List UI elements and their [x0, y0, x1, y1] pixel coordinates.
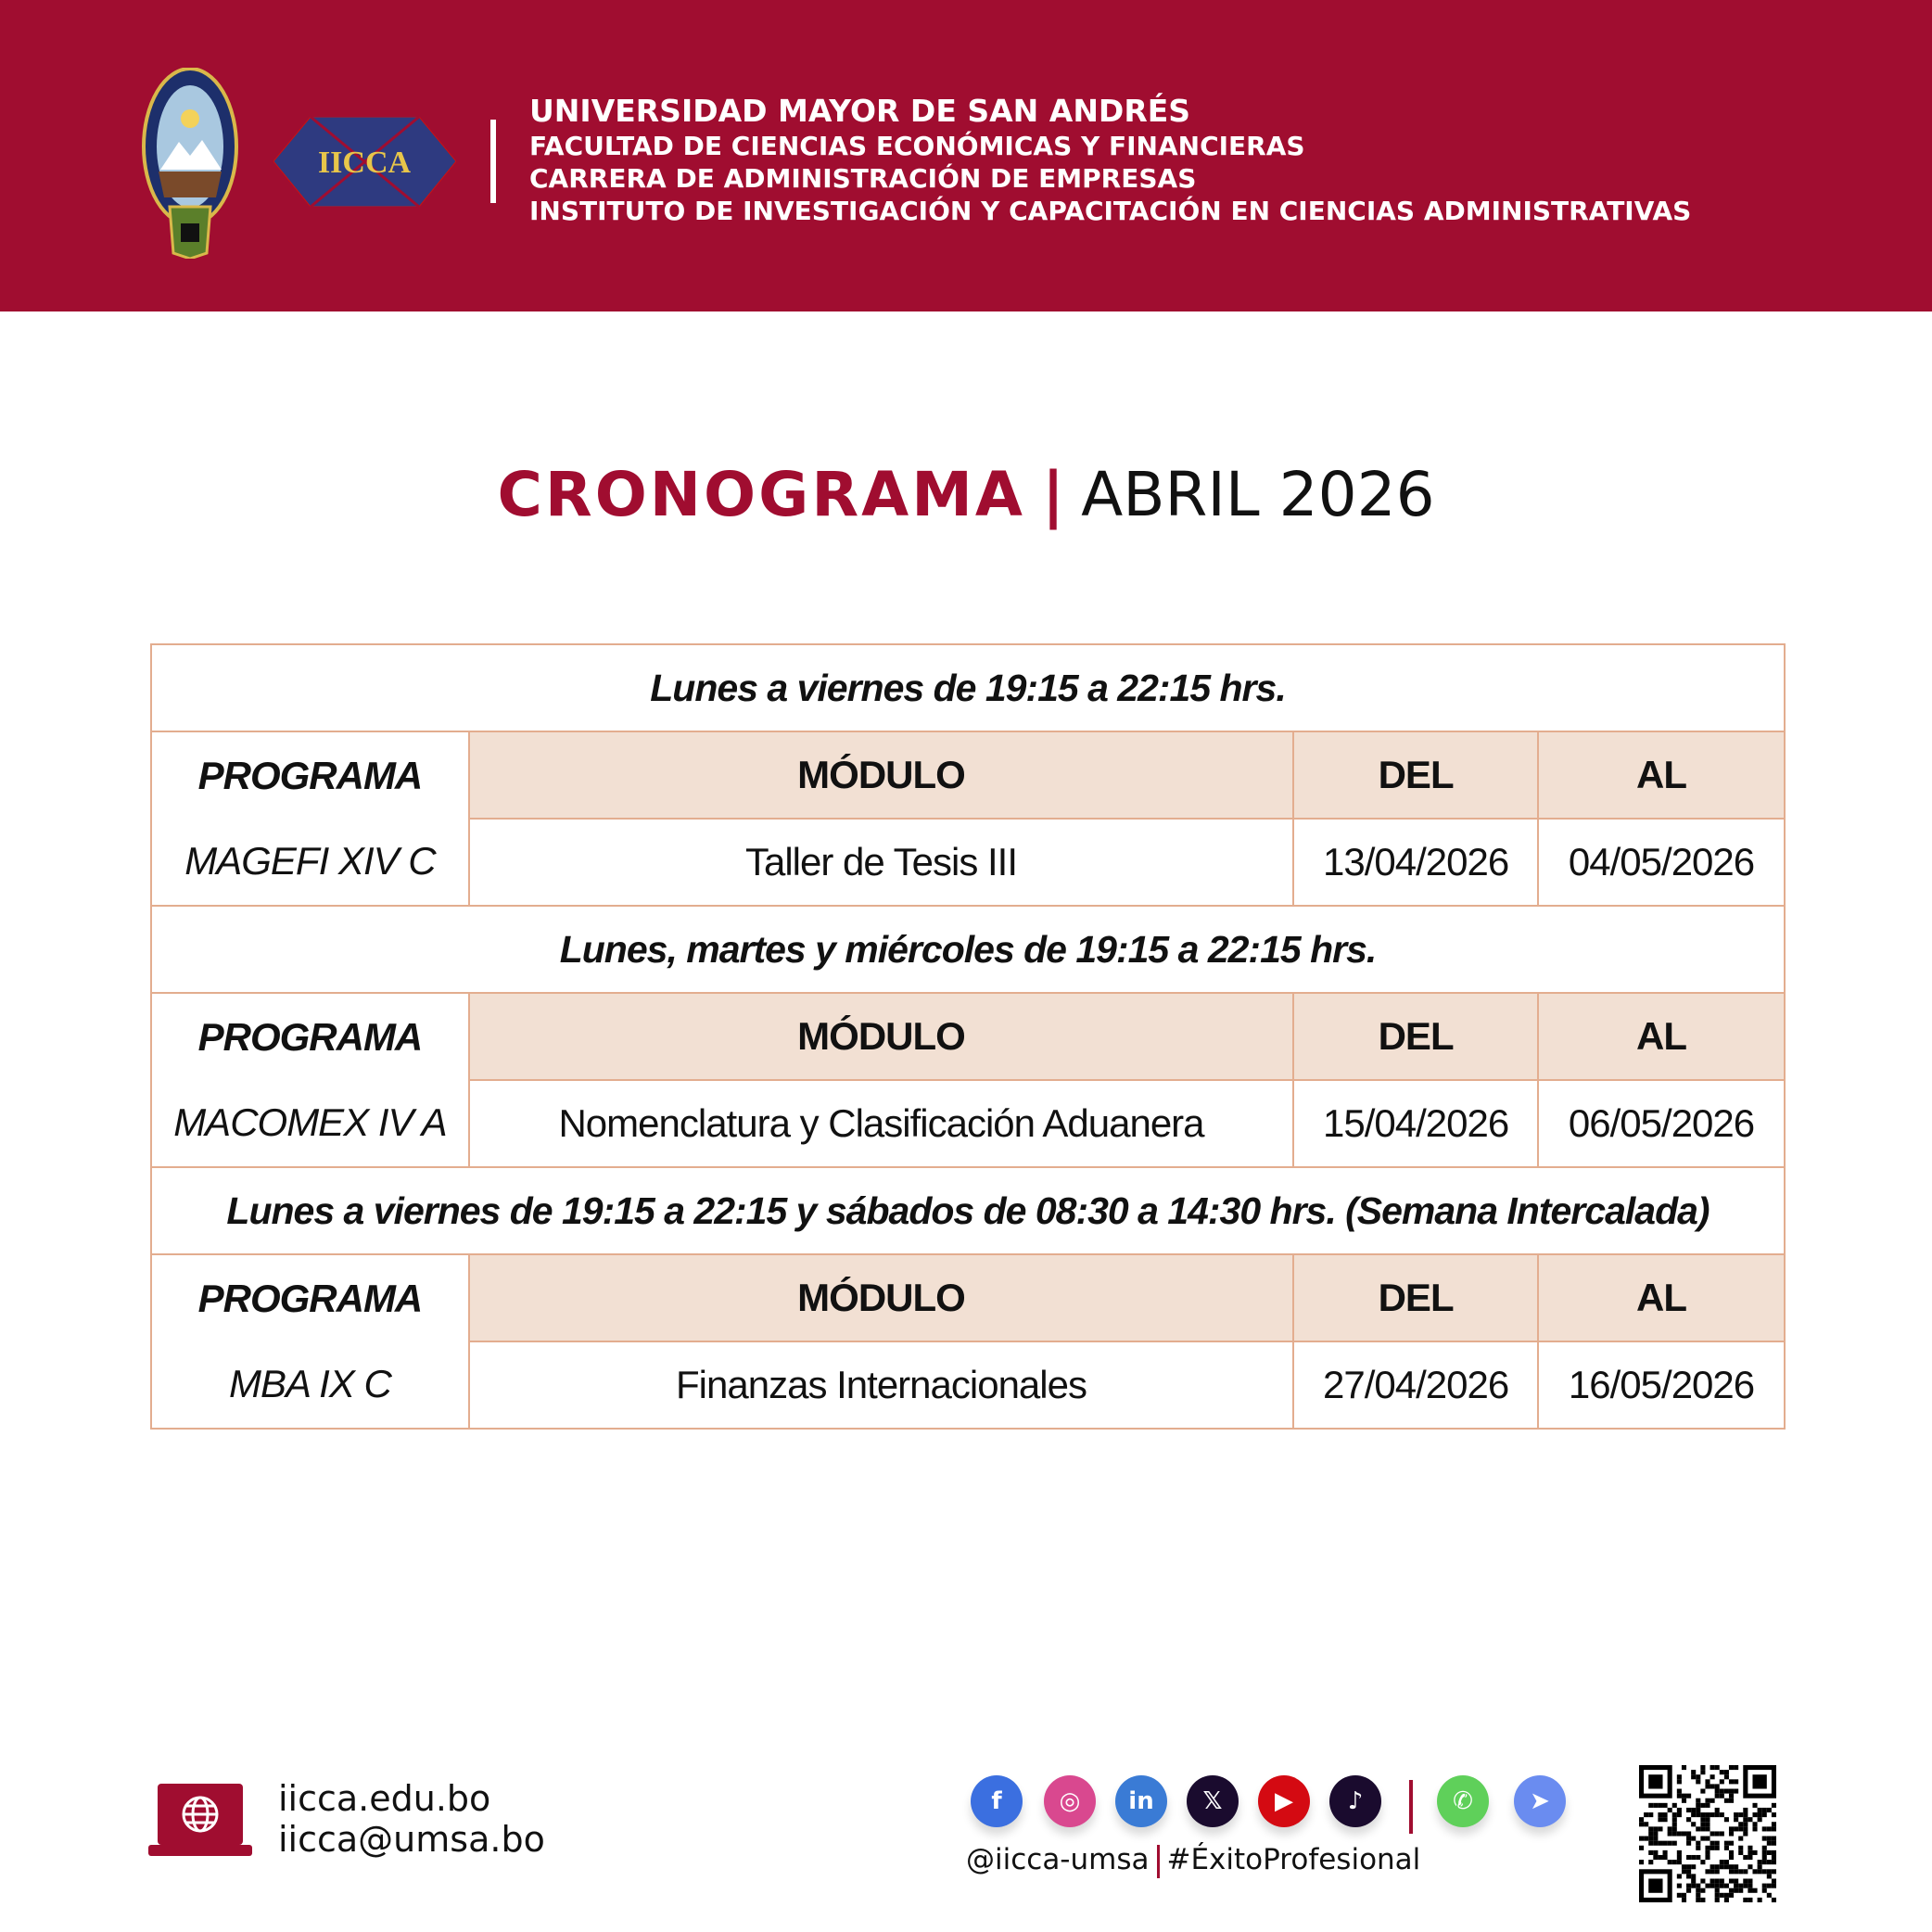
linkedin-icon[interactable]: in — [1115, 1775, 1167, 1827]
social-handle — [966, 1843, 1420, 1878]
contact-info — [278, 1778, 545, 1860]
to-header: AL — [1538, 993, 1785, 1080]
to-date: 04/05/2026 — [1538, 819, 1785, 906]
instagram-icon[interactable]: ◎ — [1044, 1775, 1096, 1827]
iicca-logo — [273, 117, 456, 207]
handle-text: @iicca-umsa — [966, 1843, 1150, 1876]
faculty-name: FACULTAD DE CIENCIAS ECONÓMICAS Y FINANCIERAS — [529, 131, 1305, 161]
program-cell — [151, 731, 469, 906]
tiktok-icon[interactable]: ♪ — [1329, 1775, 1381, 1827]
module-value: Nomenclatura y Clasificación Aduanera — [469, 1080, 1293, 1167]
module-value: Finanzas Internacionales — [469, 1341, 1293, 1429]
schedule-row — [151, 644, 1785, 731]
program-value: MACOMEX IV A — [173, 1100, 447, 1144]
umsa-seal-logo — [142, 68, 238, 259]
social-divider — [1409, 1780, 1413, 1834]
from-header: DEL — [1293, 1254, 1538, 1341]
page-title — [0, 459, 1932, 530]
header-row — [151, 993, 1785, 1080]
telegram-icon[interactable]: ➤ — [1514, 1775, 1566, 1827]
program-value: MBA IX C — [229, 1362, 391, 1405]
program-header: PROGRAMA — [197, 1277, 423, 1320]
schedule-table — [150, 643, 1786, 1430]
header-divider — [490, 120, 496, 203]
header-row — [151, 731, 1785, 819]
module-header: MÓDULO — [469, 1254, 1293, 1341]
title-month: ABRIL 2026 — [1081, 459, 1435, 530]
to-date: 06/05/2026 — [1538, 1080, 1785, 1167]
schedule-row — [151, 1167, 1785, 1254]
career-name: CARRERA DE ADMINISTRACIÓN DE EMPRESAS — [529, 163, 1197, 194]
from-header: DEL — [1293, 731, 1538, 819]
to-header: AL — [1538, 731, 1785, 819]
header-row — [151, 1254, 1785, 1341]
x-icon[interactable]: 𝕏 — [1187, 1775, 1239, 1827]
header-banner — [0, 0, 1932, 311]
to-header: AL — [1538, 1254, 1785, 1341]
from-date: 13/04/2026 — [1293, 819, 1538, 906]
email-link[interactable]: iicca@umsa.bo — [278, 1819, 545, 1860]
schedule-text: Lunes a viernes de 19:15 a 22:15 y sábados de 08:30 a 14:30 hrs. (Semana Intercalada) — [151, 1167, 1785, 1254]
whatsapp-icon[interactable]: ✆ — [1437, 1775, 1489, 1827]
from-header: DEL — [1293, 993, 1538, 1080]
program-cell — [151, 1254, 469, 1429]
from-date: 27/04/2026 — [1293, 1341, 1538, 1429]
program-value: MAGEFI XIV C — [184, 839, 436, 883]
institute-name: INSTITUTO DE INVESTIGACIÓN Y CAPACITACIÓN EN CIENCIAS ADMINISTRATIVAS — [529, 196, 1692, 226]
website-link[interactable]: iicca.edu.bo — [278, 1778, 491, 1819]
hashtag-text: #ÉxitoProfesional — [1166, 1843, 1421, 1876]
title-main: CRONOGRAMA — [497, 459, 1025, 530]
module-header: MÓDULO — [469, 731, 1293, 819]
laptop-globe-icon — [148, 1784, 252, 1858]
youtube-icon[interactable]: ▶ — [1258, 1775, 1310, 1827]
module-header: MÓDULO — [469, 993, 1293, 1080]
title-separator: | — [1041, 459, 1065, 530]
program-header: PROGRAMA — [197, 754, 423, 797]
facebook-icon[interactable]: f — [971, 1775, 1023, 1827]
program-cell — [151, 993, 469, 1167]
schedule-text: Lunes a viernes de 19:15 a 22:15 hrs. — [151, 644, 1785, 731]
schedule-text: Lunes, martes y miércoles de 19:15 a 22:15 hrs. — [151, 906, 1785, 993]
institution-names — [529, 93, 1691, 227]
to-date: 16/05/2026 — [1538, 1341, 1785, 1429]
iicca-logo-text: IICCA — [317, 146, 412, 180]
schedule-row — [151, 906, 1785, 993]
module-value: Taller de Tesis III — [469, 819, 1293, 906]
program-header: PROGRAMA — [197, 1015, 423, 1059]
qr-code[interactable] — [1639, 1765, 1776, 1902]
from-date: 15/04/2026 — [1293, 1080, 1538, 1167]
university-name: UNIVERSIDAD MAYOR DE SAN ANDRÉS — [529, 93, 1191, 129]
